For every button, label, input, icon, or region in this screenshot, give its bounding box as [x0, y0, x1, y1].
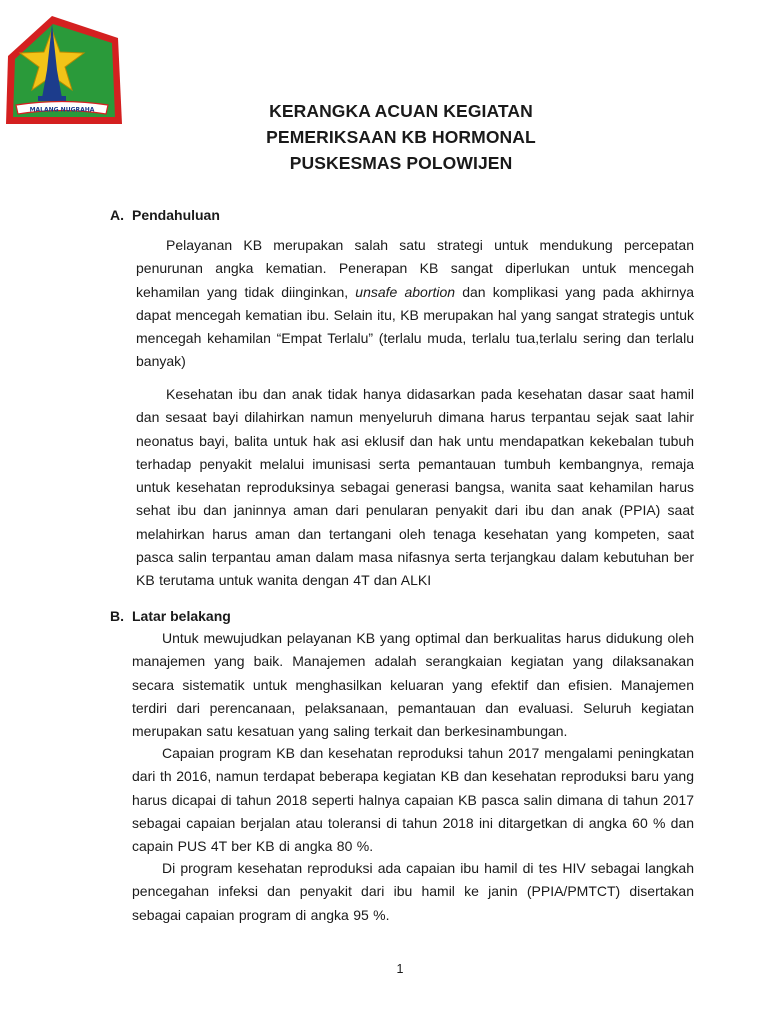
section-b-title: Latar belakang [132, 608, 231, 624]
italic-term: unsafe abortion [355, 283, 456, 300]
title-line-3: PUSKESMAS POLOWIJEN [289, 153, 513, 173]
emblem-banner-text: MALANG NUGRAHA [29, 106, 95, 114]
page-number: 1 [396, 962, 404, 976]
title-line-1: KERANGKA ACUAN KEGIATAN [269, 101, 533, 121]
section-a-paragraph-2: Kesehatan ibu dan anak tidak hanya didasarkan pada kesehatan dasar saat hamil dan sesaat bayi dilahirkan namun menyeluruh dimana harus terpantau sejak saat lahir neonatus bayi, balita untuk hak asi eklusif dan hak untu mendapatkan kekebalan tubuh terhadap penyakit melalui imunisasi serta pemantauan tumbuh kembangnya, remaja untuk kesehatan reproduksinya sebagai generasi bangsa, wanita saat kehamilan harus sehat ibu dan janinnya aman dari penularan penyakit dari ibu dan anak (PPIA) saat melahirkan harus aman dan tertangani oleh tenaga kesehatan yang kompeten, saat pasca salin terpantau aman dalam masa nifasnya serta terjangkau dalam kebutuhan ber KB terutama untuk wanita dengan 4T dan ALKI [136, 386, 694, 589]
section-b-heading [110, 606, 231, 626]
section-a-label: A. [110, 207, 124, 223]
section-b-paragraph-2: Capaian program KB dan kesehatan reproduksi tahun 2017 mengalami peningkatan dari th 2016, namun terdapat beberapa kegiatan KB dan kesehatan reproduksi baru yang harus dicapai di tahun 2018 seperti halnya capaian KB pasca salin dimana di tahun 2017 sebagai capaian berjalan atau toleransi di tahun 2018 ini ditargetkan di angka 60 % dan capain PUS 4T ber KB di angka 80 %. [132, 745, 694, 855]
section-a-paragraph-1: Pelayanan KB merupakan salah satu strategi untuk mendukung percepatan penurunan angka kematian. Penerapan KB sangat diperlukan untuk mencegah kehamilan yang tidak diinginkan, unsafe abortion dan komplikasi yang pada akhirnya dapat mencegah kematian ibu. Selain itu, KB merupakan hal yang sangat strategis untuk mencegah kehamilan “Empat Terlalu” (terlalu muda, terlalu tua,terlalu sering dan terlalu banyak) [136, 237, 694, 370]
section-b-paragraph-3: Di program kesehatan reproduksi ada capaian ibu hamil di tes HIV sebagai langkah pencegahan infeksi dan penyakit dari ibu hamil ke janin (PPIA/PMTCT) disertakan sebagai capaian program di angka 95 %. [132, 860, 694, 923]
title-line-2: PEMERIKSAAN KB HORMONAL [266, 127, 536, 147]
section-a-title: Pendahuluan [132, 207, 220, 223]
section-a-heading [110, 205, 220, 225]
section-b-paragraph-1: Untuk mewujudkan pelayanan KB yang optimal dan berkualitas harus didukung oleh manajemen yang baik. Manajemen adalah serangkaian kegiatan yang dilaksanakan secara sistematik untuk menghasilkan keluaran yang efektif dan efisien. Manajemen terdiri dari perencanaan, pelaksanaan, pemantauan dan evaluasi. Seluruh kegiatan merupakan satu kesatuan yang saling terkait dan berkesinambungan. [132, 630, 694, 740]
document-title [0, 98, 768, 176]
section-b-label: B. [110, 608, 124, 624]
